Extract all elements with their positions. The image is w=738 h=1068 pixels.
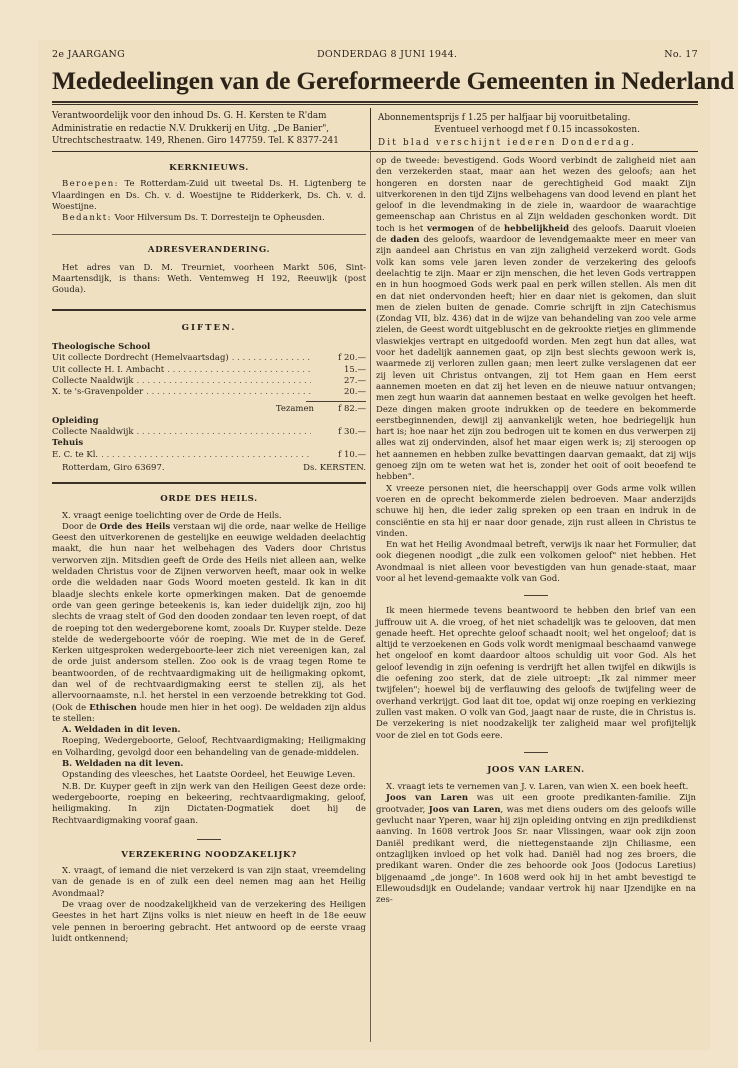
- subscription-price: Abonnementsprijs f 1.25 per halfjaar bij vooruitbetaling.: [378, 113, 631, 123]
- address-line: Utrechtschestraatw. 149, Rhenen. Giro 147759. Tel. K 8377-241: [52, 136, 339, 146]
- issue-number: No. 17: [664, 49, 698, 60]
- joos-question: X. vraagt iets te vernemen van J. v. Laren, van wien X. een boek heeft.: [386, 782, 689, 793]
- right-paragraph-4: Ik meen hiermede tevens beantwoord te hebben den brief van een juffrouw uit A. die vroeg, of het niet schadelijk was te gelooven, dat men genade heeft. Het oprechte geloof schaadt nooit; wel het ongeloof; dat is altijd te verzoekenen en Gods volk wordt menigmaal beschaamd vanwege het ongeloof en komt daardoor altoos schuldig uit voor God. Als het geloof levendig in zijn oefening is verdrijft het allen twijfel en dikwijls is die oefening zoo sterk, dat de ziele uitroept: „Ik zal nimmer meer twijfelen"; hoewel bij de verflauwing des geloofs de twijfeling weer de overhand verkrijgt. God laat dit toe, opdat wij onze roeping en verkiezing zullen vast maken. O volk van God, jaagt naar de ruste, die in Christus is. De verzekering is niet noodzakelijk ter zaligheid maar wel profijtelijk voor de ziel en tot Gods eere.: [376, 606, 696, 741]
- giften-footer: [52, 463, 366, 474]
- orde-b-text: Opstanding des vleesches, het Laatste Oordeel, het Eeuwige Leven.: [62, 770, 356, 781]
- title-rule-thin: [52, 104, 698, 105]
- administration-line: Administratie en redactie N.V. Drukkerij en Uitg. „De Banier",: [52, 123, 330, 134]
- volume: 2e JAARGANG: [52, 49, 126, 60]
- verzekering-continued: op de tweede: bevestigend. Gods Woord verbindt de zaligheid niet aan den verzekerden staat, maar aan het wezen des geloofs; aan het hongeren en dorsten naar de gerechtigheid God maakt Zijn uitverkorenen in den tijd Zijns welbehagens van dood levend en plant het geloof in die levendmaking in de ziele in, waardoor de waarachtige gemeenschap aan Christus en al Zijn weldaden geschonken wordt. Dit toch is het vermogen of de hebbelijkheid des geloofs. Daaruit vloeien de daden des geloofs, waardoor de levendgemaakte meer en meer van zijn aandeel aan Christus en van zijn zaligheid verzekerd wordt. Gods volk kan soms vele jaren leven zonder de verzekering des geloofs deelachtig te zijn. Maar er zijn menschen, die het leven Gods vertrappen en in hun hoogmoed Gods werk paal en perk willen stellen. Als men dit en dat niet ondervonden heeft; hier en daar niet is gekomen, dan sluit men de zielen buiten de genade. Comrie schrijft in zijn Catechismus (Zondag VII, blz. 436) dat in de wijze van behandeling van zoo vele arme zielen, de Geest wordt uitgebluscht en de gekrookte rietjes en glimmende vlaswiekjes vertrapt en uitgedoofd worden. Men zegt hun dat alles, wat voor het dadelijk aannemen gaat, op zijn best slechts gewoon werk is, waarmede zij verloren zullen gaan; men leert zulke verslagenen dat eer zij leven uit Christus ontvangen, zij tot Hem gaan en Hem eerst aannemen moeten en dat zij het leven en de nieuwe natuur ontvangen; men zegt hun waarin dat aannemen bestaat en welke gevolgen het heeft. Deze dingen maken groote indrukken op de teedere en bekommerde eerstbeginnenden, dewijl zij aanvankelijk weten, hoe bedriegelijk hun hart is; hoe naar het zijn zou bedrogen uit te komen en dus verwerpen zij alles wat zij ondervinden, alsof het maar eigen werk is; zij steroogen op het aannemen en hebben zulke bevattingen daarvan gemaakt, dat zij wijs genoeg zijn om te weten wat het is, zonder het ooit of ooit beoefend te hebben".: [376, 156, 697, 483]
- gift-row: [52, 450, 366, 461]
- orde-body: Door de Orde des Heils verstaan wij die orde, naar welke de Heilige Geest den uitverkorenen de gestelijke en eeuwige weldaden deelachtig maakt, die hun naar het welbehagen des Vaders door Christus verworven zijn. Mitsdien geeft de Orde des Heils niet alleen aan, welke weldaden Christus voor de Zijnen verworven heeft, maar ook in welke orde die weldaden naar Gods Woord moeten gesteld. Ik kan in dit blaadje slechts enkele korte opmerkingen maken. Dat de genoemde orde van geen geringe beteekenis is, kan ieder duidelijk zijn, zoo hij slechts de vraag stelt of God den dooden zondaar ten leven roept, of dat de roeping tot den wedergeborene komt, zooals Dr. Kuyper stelde. Deze stelde de wedergeboorte vóór de roeping. Wie met de in de Geref. Kerken uitgesproken wedergeboorte-leer zich niet vereenigen kan, zal de orde juist andersom stellen. Zoo ook is de vraag tegen Rome te beantwoorden, of de rechtvaardigmaking uit de heiligmaking opkomt, dan wel of de rechtvaardigmaking eerst te stellen zij, als het allervoornaamste, n.l. het herstel in een verzoende betrekking tot God. (Ook de Ethischen houde men hier in het oog). De weldaden zijn aldus te stellen:: [52, 521, 366, 724]
- total-label: Tezamen: [275, 404, 314, 415]
- sum-rule: [306, 401, 366, 402]
- gift-total: [52, 404, 366, 415]
- joos-heading: JOOS VAN LAREN.: [487, 764, 585, 775]
- gift-label: E. C. te Kl.: [52, 449, 99, 460]
- section-rule-thick: [52, 309, 366, 311]
- gift-row: [52, 353, 366, 364]
- gift-row: [52, 387, 366, 398]
- right-paragraph-3: En wat het Heilig Avondmaal betreft, verwijs ik naar het Formulier, dat ook diegenen noodigt „die zulk een volkomen geloof" niet hebben. Het Avondmaal is niet alleen voor bevestigden van hun genade-staat, maar voor al het levend-gemaakte volk van God.: [376, 540, 696, 584]
- subscription-info: [378, 112, 696, 149]
- section-rule-thick: [52, 482, 366, 484]
- gift-amount: f 20.—: [338, 353, 366, 364]
- gift-amount: 27.—: [343, 375, 366, 386]
- joos-body: Joos van Laren was uit een groote predikanten-familie. Zijn grootvader, Joos van Laren, was met diens ouders om des geloofs wille gevlucht naar Yperen, waar hij zijn opleiding ontving en zijn predikdienst aanving. In 1608 vertrok Joos Sr. naar Vlissingen, waar ook zijn zoon Daniël predikant werd, die niettegenstaande zijn Chiliasme, een ontzaglijken invloed op het volk had. Daniël had nog zes broers, die predikant waren. Onder die zes behoorde ook Joos (Jodocus Laretius) bijgenaamd „de jonge". In 1608 werd ook hij in het ambt bevestigd te Ellewoudsdijk en Oudelande; vandaar vertrok hij naar IJzendijke en na zes-: [376, 793, 696, 906]
- gift-row: [52, 427, 366, 438]
- separator-dash: [524, 752, 548, 753]
- left-column: [52, 163, 366, 945]
- orde-b-label: B. Weldaden na dit leven.: [62, 759, 184, 770]
- gift-amount: f 10.—: [338, 449, 366, 460]
- adres-text: Het adres van D. M. Treurniet, voorheen Markt 506, Sint-Maartensdijk, is thans: Weth. Ventemweg H 192, Reeuwijk (post Gouda).: [52, 262, 366, 296]
- publication-frequency: Dit blad verschijnt iederen Donderdag.: [378, 137, 637, 148]
- kerknieuws-bedankt: [52, 213, 366, 224]
- separator-dash: [197, 839, 221, 840]
- group-heading: Theologische School: [52, 341, 151, 352]
- right-paragraph-2: X vreeze personen niet, die heerschappij over Gods arme volk willen voeren en de oprecht bekommerde zielen bedroeven. Maar anderzijds schuwe hij hen, die ieder zalig spreken op een traan en indruk in de consciëntie en sta hij er naar door genade, zijn rust alleen in Christus te vinden.: [376, 483, 696, 539]
- gift-amount: f 30.—: [338, 427, 366, 438]
- gift-amount: 20.—: [343, 387, 366, 398]
- giften-list: [52, 342, 366, 474]
- header-divider: [370, 108, 371, 150]
- publisher-info: [52, 110, 368, 148]
- gift-label: X. te 's-Gravenpolder: [52, 387, 144, 398]
- orde-heading: ORDE DES HEILS.: [160, 494, 258, 505]
- signature: Ds. KERSTEN.: [303, 462, 366, 473]
- collection-cost: Eventueel verhoogd met f 0.15 incassokosten.: [434, 125, 640, 136]
- newspaper-title: Mededeelingen van de Gereformeerde Gemeenten in Nederland: [52, 66, 735, 95]
- verzekering-body: De vraag over de noodzakelijkheid van de verzekering des Heiligen Geestes in het hart Zijns volks is niet nieuw en heeft in de 18e eeuw vele pennen in beroering gebracht. Het antwoord op de eerste vraag luidt ontkennend;: [52, 900, 366, 944]
- kerknieuws-beroepen: [52, 179, 366, 213]
- issue-date: DONDERDAG 8 JUNI 1944.: [317, 49, 458, 60]
- verzekering-heading: VERZEKERING NOODZAKELIJK?: [121, 849, 297, 860]
- responsible-line: Verantwoordelijk voor den inhoud Ds. G. H. Kersten te R'dam: [52, 111, 327, 121]
- title-rule: [52, 101, 698, 103]
- gift-label: Collecte Naaldwijk: [52, 427, 134, 438]
- orde-a-label: A. Weldaden in dit leven.: [62, 725, 181, 736]
- gift-label: Uit collecte Dordrecht (Hemelvaartsdag): [52, 353, 229, 364]
- orde-nb: N.B. Dr. Kuyper geeft in zijn werk van den Heiligen Geest deze orde: wedergeboorte, roeping en bekeering, rechtvaardigmaking, geloof, heiligmaking. In zijn Dictaten-Dogmatiek doet hij de Rechtvaardigmaking vooraf gaan.: [52, 781, 366, 826]
- gift-row: [52, 376, 366, 387]
- orde-a-text: Roeping, Wedergeboorte, Geloof, Rechtvaardigmaking; Heiligmaking en Volharding, gevolgd door een behandeling van de genade-middelen.: [52, 736, 366, 758]
- bedankt-label: Bedankt:: [62, 213, 112, 224]
- orde-question: X. vraagt eenige toelichting over de Orde de Heils.: [62, 510, 282, 521]
- giro-number: Rotterdam, Giro 63697.: [62, 462, 165, 473]
- gift-amount: 15.—: [343, 364, 366, 375]
- gift-row: [52, 365, 366, 376]
- total-amount: f 82.—: [338, 404, 366, 415]
- column-divider: [370, 152, 371, 1042]
- beroepen-text: Te Rotterdam-Zuid uit tweetal Ds. H. Ligtenberg te Vlaardingen en Ds. Ch. v. d. Woestijne te Ridderkerk, Ds. Ch. v. d. Woestijne.: [52, 179, 366, 212]
- header-bottom-rule: [52, 151, 698, 152]
- right-column: [376, 156, 696, 906]
- giften-heading: GIFTEN.: [181, 322, 237, 333]
- group-heading: Tehuis: [52, 438, 84, 449]
- separator-dash: [524, 595, 548, 596]
- bedankt-text: Voor Hilversum Ds. T. Dorresteijn te Opheusden.: [114, 213, 325, 224]
- adres-heading: ADRESVERANDERING.: [147, 245, 271, 256]
- kerknieuws-heading: KERKNIEUWS.: [169, 163, 249, 173]
- verzekering-question: X. vraagt, of iemand die niet verzekerd is van zijn staat, vreemdeling van de genade is en of zulk een deel nemen mag aan het Heilig Avondmaal?: [52, 866, 366, 899]
- gift-label: Collecte Naaldwijk: [52, 375, 134, 386]
- group-heading: Opleiding: [52, 415, 99, 426]
- beroepen-label: Beroepen:: [62, 179, 119, 190]
- gift-label: Uit collecte H. I. Ambacht: [52, 364, 165, 375]
- section-rule: [52, 234, 366, 235]
